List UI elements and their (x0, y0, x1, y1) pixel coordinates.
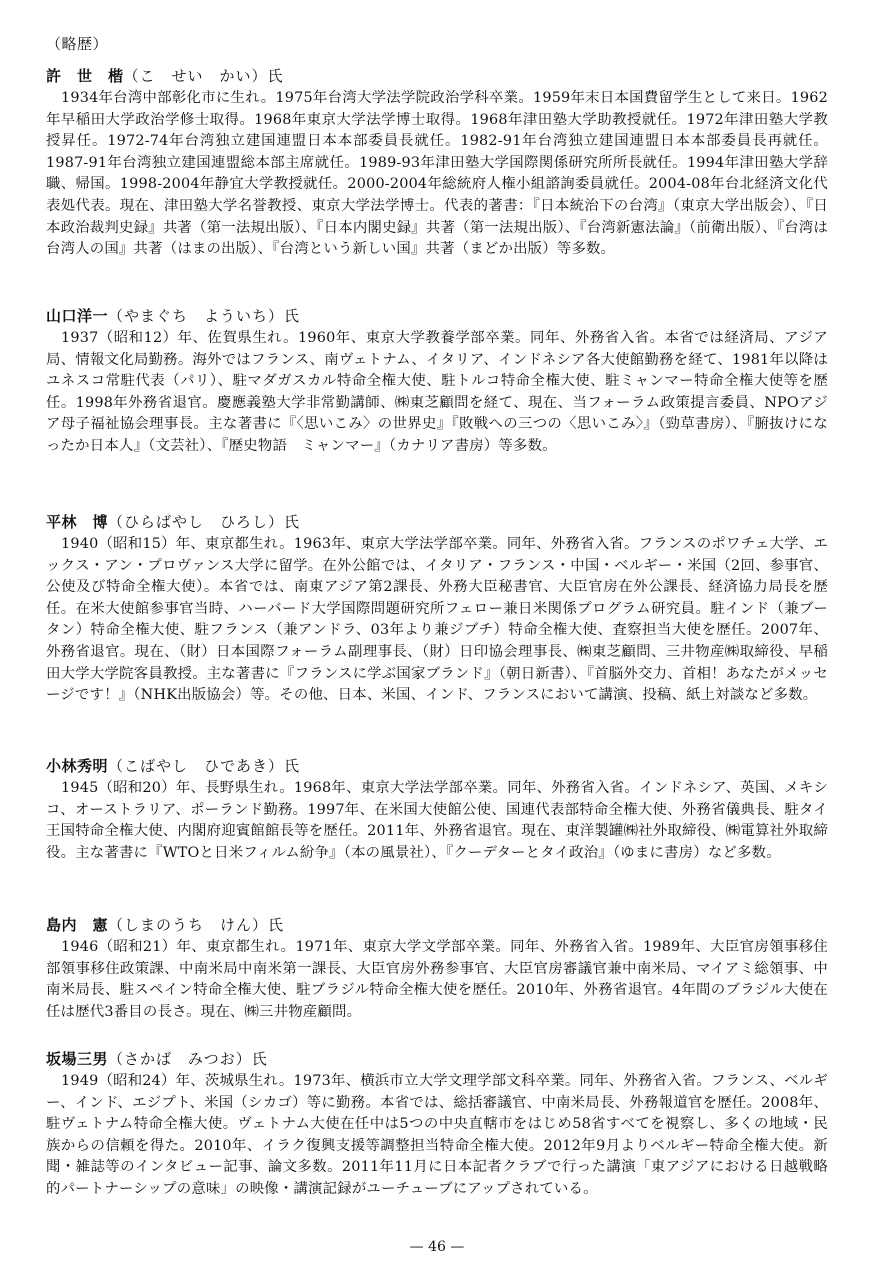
bio-text: 1937（昭和12）年、佐賀県生れ。1960年、東京大学教養学部卒業。同年、外務省入省。本省では経済局、アジア局、情報文化局勤務。海外ではフランス、南ヴェトナム、イタリア、インドネシア各大使館勤務を経て、1981年以降はユネスコ常駐代表（パリ）、駐マダガスカル特命全権大使、駐トルコ特命全権大使、駐ミャンマー特命全権大使等を歴任。1998年外務省退官。慶應義塾大学非常勤講師、㈱東芝顧問を経て、現在、当フォーラム政策提言委員、NPOアジア母子福祉協会理事長。主な著書に『〈思いこみ〉の世界史』『敗戦への三つの〈思いこみ〉』（勁草書房）、『腑抜けになったか日本人』（文芸社）、『歴史物語 ミャンマー』（カナリア書房）等多数。 (46, 330, 828, 454)
bio-entry (46, 1049, 828, 1201)
person-reading: （こ せい かい） (123, 67, 268, 85)
person-name: 島内 憲 (46, 916, 109, 934)
person-name: 山口洋一 (46, 307, 109, 325)
bio-text: 1946（昭和21）年、東京都生れ。1971年、東京大学文学部卒業。同年、外務省入省。1989年、大臣官房領事移住部領事移住政策課、中南米局中南米第一課長、大臣官房外務参事官、大臣官房審議官兼中南米局、マイアミ総領事、中南米局長、駐スペイン特命全権大使、駐ブラジル特命全権大使を歴任。2010年、外務省退官。4年間のブラジル大使在任は歴代3番目の長さ。現在、㈱三井物産顧問。 (46, 939, 828, 1020)
honorific: 氏 (267, 67, 283, 85)
person-reading: （ひらばやし ひろし） (108, 513, 285, 531)
person-name: 許 世 楷 (46, 67, 124, 85)
bio-heading (46, 915, 828, 937)
bio-heading (46, 756, 828, 778)
bio-entry (46, 66, 828, 261)
bio-heading (46, 66, 828, 88)
honorific: 氏 (284, 757, 300, 775)
bio-heading (46, 512, 828, 534)
person-name: 坂場三男 (46, 1050, 109, 1068)
person-reading: （こばやし ひであき） (108, 757, 285, 775)
honorific: 氏 (268, 916, 284, 934)
honorific: 氏 (284, 513, 300, 531)
bio-heading (46, 1049, 828, 1071)
person-name: 小林秀明 (46, 757, 109, 775)
person-name: 平林 博 (46, 513, 109, 531)
honorific: 氏 (251, 1050, 267, 1068)
bio-entry (46, 915, 828, 1023)
person-reading: （さかば みつお） (108, 1050, 252, 1068)
bio-heading (46, 306, 828, 328)
honorific: 氏 (284, 307, 300, 325)
page-number: — 46 — (409, 1239, 465, 1255)
bio-text: 1945（昭和20）年、長野県生れ。1968年、東京大学法学部卒業。同年、外務省入省。インドネシア、英国、メキシコ、オーストラリア、ポーランド勤務。1997年、在米国大使館公使、国連代表部特命全権大使、外務省儀典長、駐タイ王国特命全権大使、内閣府迎賓館館長等を歴任。2011年、外務省退官。現在、東洋製罐㈱社外取締役、㈱電算社外取締役。主な著書に『WTOと日米フィルム紛争』（本の風景社）、『クーデターとタイ政治』（ゆまに書房）など多数。 (46, 780, 828, 861)
bio-text: 1949（昭和24）年、茨城県生れ。1973年、横浜市立大学文理学部文科卒業。同年、外務省入省。フランス、ベルギー、インド、エジプト、米国（シカゴ）等に勤務。本省では、総括審議官、中南米局長、外務報道官を歴任。2008年、駐ヴェトナム特命全権大使。ヴェトナム大使在任中は5つの中央直轄市をはじめ58省すべてを視察し、多くの地域・民族からの信頼を得た。2010年、イラク復興支援等調整担当特命全権大使。2012年9月よりベルギー特命全権大使。新聞・雑誌等のインタビュー記事、論文多数。2011年11月に日本記者クラブで行った講演「東アジアにおける日越戦略的パートナーシップの意味」の映像・講演記録がユーチューブにアップされている。 (46, 1073, 828, 1197)
person-reading: （やまぐち よういち） (108, 307, 285, 325)
bio-entry (46, 512, 828, 707)
bio-entry (46, 756, 828, 864)
bio-text: 1934年台湾中部彰化市に生れ。1975年台湾大学法学院政治学科卒業。1959年末日本国費留学生として来日。1962年早稲田大学政治学修士取得。1968年東京大学法学博士取得。1968年津田塾大学助教授就任。1972年津田塾大学教授昇任。1972-74年台湾独立建国連盟日本本部委員長就任。1982-91年台湾独立建国連盟日本本部委員長再就任。1987-91年台湾独立建国連盟総本部主席就任。1989-93年津田塾大学国際関係研究所所長就任。1994年津田塾大学辞職、帰国。1998-2004年静宜大学教授就任。2000-2004年総統府人権小組諮詢委員就任。2004-08年台北経済文化代表処代表。現在、津田塾大学名誉教授、東京大学法学博士。代表的著書：『日本統治下の台湾』（東京大学出版会）、『日本政治裁判史録』共著（第一法規出版）、『日本内閣史録』共著（第一法規出版）、『台湾新憲法論』（前衛出版）、『台湾は台湾人の国』共著（はまの出版）、『台湾という新しい国』共著（まどか出版）等多数。 (46, 90, 828, 258)
bio-entry (46, 306, 828, 458)
section-label: （略歴） (46, 35, 109, 53)
bio-text: 1940（昭和15）年、東京都生れ。1963年、東京大学法学部卒業。同年、外務省入省。フランスのポワチェ大学、エックス・アン・プロヴァンス大学に留学。在外公館では、イタリア・フランス・中国・ベルギー・米国（2回、参事官、公使及び特命全権大使）。本省では、南東アジア第2課長、外務大臣秘書官、大臣官房在外公課長、経済協力局長を歴任。在米大使館参事官当時、ハーバード大学国際問題研究所フェロー兼日米関係プログラム研究員。駐インド（兼ブータン）特命全権大使、駐フランス（兼アンドラ、03年より兼ジブチ）特命全権大使、査察担当大使を歴任。2007年、外務省退官。現在、（財）日本国際フォーラム副理事長、（財）日印協会理事長、㈱東芝顧問、三井物産㈱取締役、早稲田大学大学院客員教授。主な著書に『フランスに学ぶ国家ブランド』（朝日新書）、『首脳外交力、首相！あなたがメッセージです！』（NHK出版協会）等。その他、日本、米国、インド、フランスにおいて講演、投稿、紙上対談など多数。 (46, 536, 828, 704)
person-reading: （しまのうち けん） (108, 916, 269, 934)
